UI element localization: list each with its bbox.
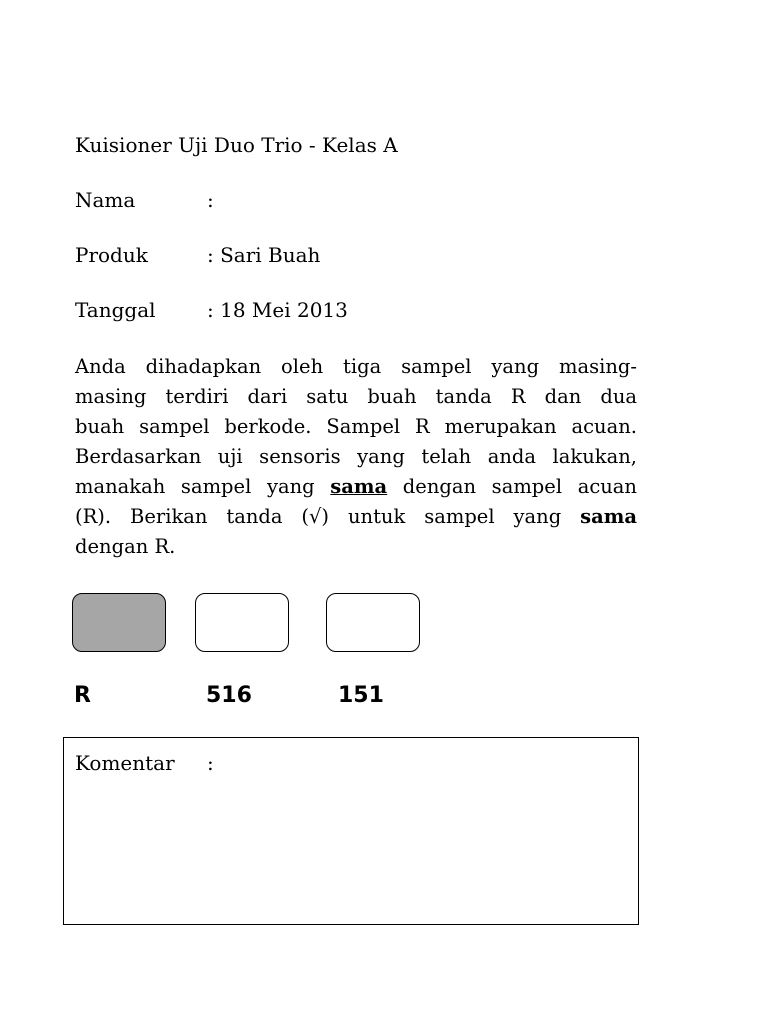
instructions-line: Anda dihadapkan oleh tiga sampel yang masing- xyxy=(75,355,637,378)
field-tanggal xyxy=(75,298,348,322)
instructions-line: buah sampel berkode. Sampel R merupakan acuan. xyxy=(75,415,637,438)
field-produk-label: Produk xyxy=(75,243,148,267)
instructions-text: (R). Berikan tanda (√) untuk sampel yang xyxy=(75,505,581,528)
instructions-text: dengan sampel acuan xyxy=(387,475,637,498)
instructions-line xyxy=(75,502,637,532)
field-nama-label: Nama xyxy=(75,188,136,212)
comment-value[interactable]: : xyxy=(207,751,214,775)
sample-box-reference xyxy=(72,593,166,652)
instructions-line xyxy=(75,472,637,502)
sample-box-516[interactable] xyxy=(195,593,289,652)
form-title: Kuisioner Uji Duo Trio - Kelas A xyxy=(75,133,398,157)
emphasis-sama: sama xyxy=(580,505,637,528)
comment-box[interactable] xyxy=(63,737,639,925)
sample-code-151: 151 xyxy=(338,683,384,708)
sample-box-151[interactable] xyxy=(326,593,420,652)
emphasis-sama-underlined: sama xyxy=(330,475,388,498)
field-nama xyxy=(75,188,214,212)
comment-label: Komentar xyxy=(75,751,175,775)
instructions-text: manakah sampel yang xyxy=(75,475,331,498)
instructions-paragraph xyxy=(75,352,637,562)
instructions-line: dengan R. xyxy=(75,535,176,558)
comment-field xyxy=(75,751,214,775)
instructions-line: masing terdiri dari satu buah tanda R dan dua xyxy=(75,385,637,408)
field-produk xyxy=(75,243,320,267)
sample-code-516: 516 xyxy=(206,683,252,708)
field-produk-value: : Sari Buah xyxy=(207,243,321,267)
field-nama-value[interactable]: : xyxy=(207,188,214,212)
field-tanggal-label: Tanggal xyxy=(75,298,156,322)
sample-code-reference: R xyxy=(74,683,91,708)
field-tanggal-value: : 18 Mei 2013 xyxy=(207,298,348,322)
instructions-line: Berdasarkan uji sensoris yang telah anda lakukan, xyxy=(75,445,637,468)
